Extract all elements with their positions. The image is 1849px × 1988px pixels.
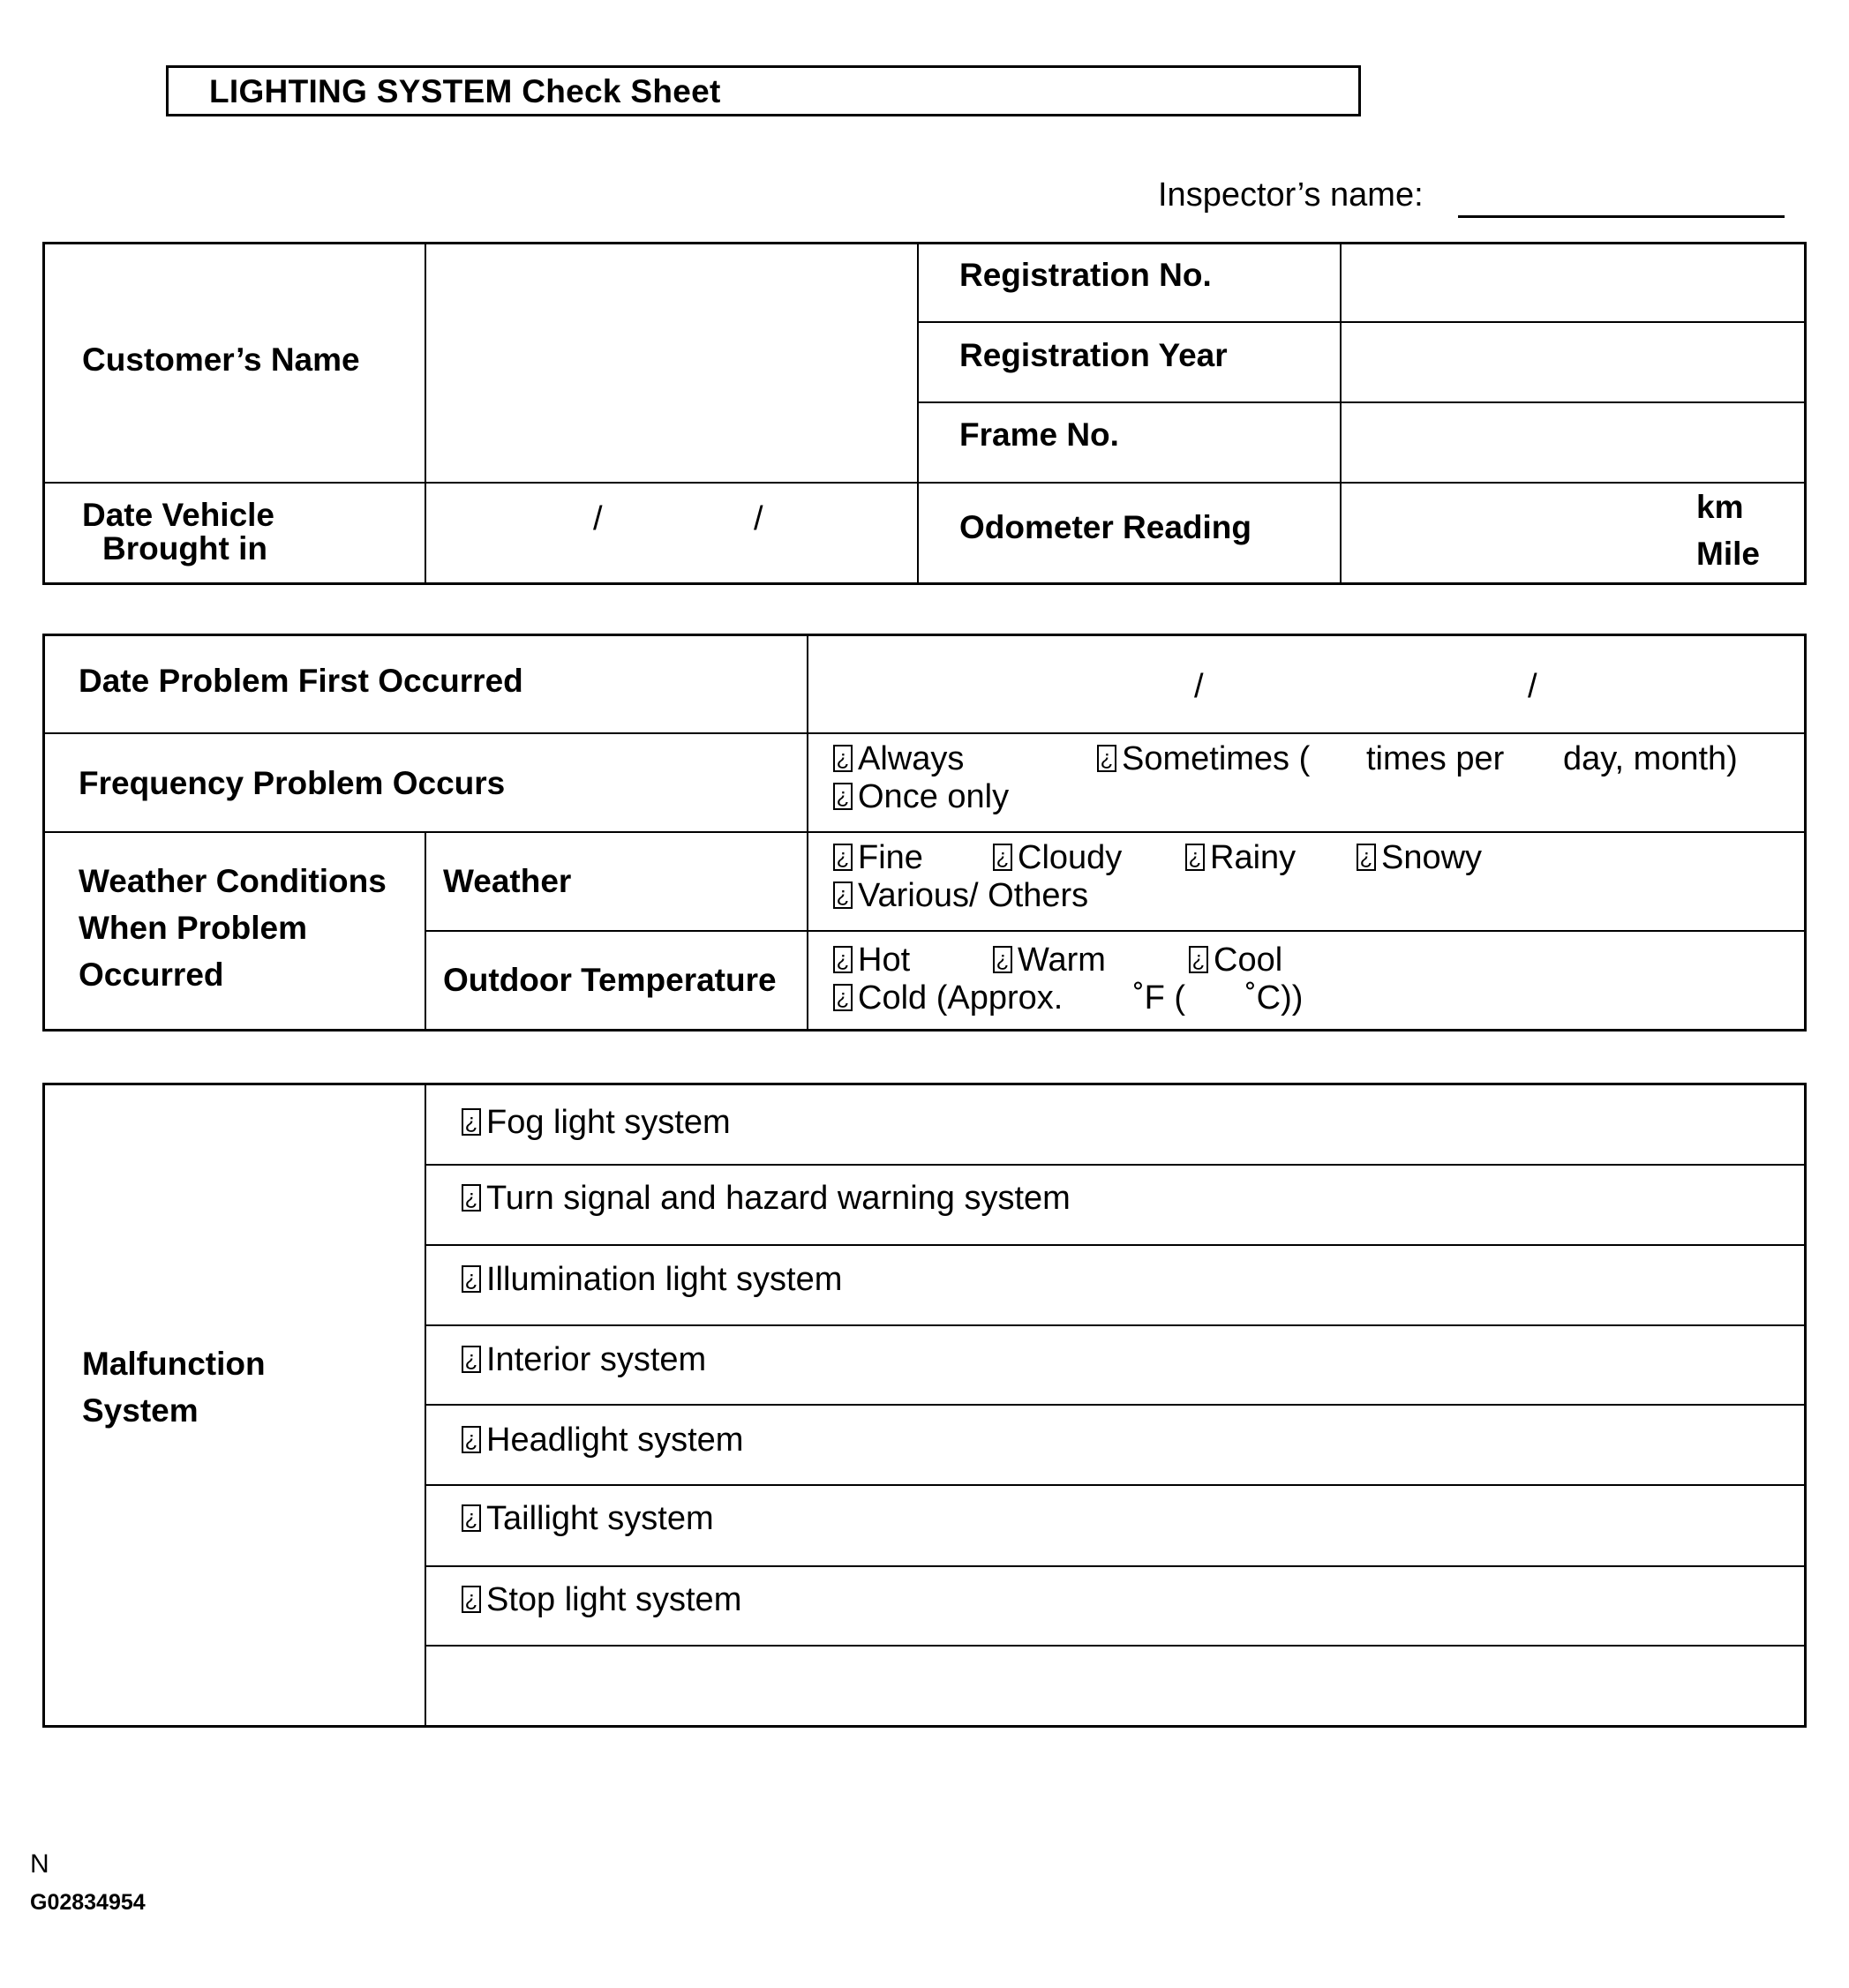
- divider: [425, 1565, 1807, 1567]
- divider: [42, 831, 1807, 833]
- option-label: Interior system: [486, 1341, 707, 1378]
- option-label: Always: [858, 740, 965, 777]
- malfunction-label-line1: Malfunction: [82, 1346, 266, 1382]
- checkbox[interactable]: ¿: [1097, 745, 1116, 772]
- option-label: Fine: [858, 839, 923, 876]
- temperature-deg-c-text: ˚C)): [1245, 979, 1304, 1017]
- unit-km: km: [1696, 489, 1744, 525]
- checkbox[interactable]: ¿: [462, 1184, 481, 1212]
- checkbox[interactable]: ¿: [462, 1265, 481, 1293]
- date-first-occurred-field[interactable]: [809, 636, 1804, 731]
- system-headlight-option[interactable]: [462, 1422, 743, 1459]
- outdoor-temperature-label: Outdoor Temperature: [443, 962, 777, 998]
- frequency-times-per-text: times per: [1366, 740, 1505, 777]
- option-label: Stop light system: [486, 1581, 742, 1618]
- divider: [425, 832, 426, 1032]
- divider: [425, 1324, 1807, 1326]
- frequency-always-option[interactable]: [833, 741, 964, 778]
- checkbox[interactable]: ¿: [993, 844, 1012, 871]
- divider: [425, 242, 426, 585]
- checkbox[interactable]: ¿: [1185, 844, 1205, 871]
- divider: [425, 1645, 1807, 1647]
- option-label: Sometimes (: [1122, 740, 1311, 777]
- figure-id: G02834954: [30, 1890, 146, 1915]
- weather-rainy-option[interactable]: [1185, 840, 1296, 877]
- checkbox[interactable]: ¿: [833, 783, 853, 810]
- system-taillight-option[interactable]: [462, 1501, 714, 1538]
- option-label: Various/ Others: [858, 877, 1089, 914]
- option-label: Cool: [1214, 941, 1283, 979]
- weather-conditions-label-line2: When Problem: [79, 910, 308, 946]
- checkbox[interactable]: ¿: [833, 984, 853, 1011]
- inspector-name-label: Inspector’s name:: [1158, 176, 1424, 214]
- option-label: Fog light system: [486, 1104, 731, 1141]
- divider: [42, 482, 1807, 484]
- date-first-occurred-label: Date Problem First Occurred: [79, 663, 523, 699]
- registration-year-label: Registration Year: [959, 337, 1228, 373]
- divider: [425, 1484, 1807, 1486]
- checkbox[interactable]: ¿: [1357, 844, 1376, 871]
- frequency-label: Frequency Problem Occurs: [79, 765, 506, 801]
- checkbox[interactable]: ¿: [833, 881, 853, 909]
- checkbox[interactable]: ¿: [833, 946, 853, 973]
- option-label: Warm: [1018, 941, 1106, 979]
- divider: [917, 242, 919, 585]
- frequency-sometimes-option[interactable]: [1097, 741, 1310, 778]
- inspector-name-field[interactable]: [1458, 215, 1785, 218]
- weather-conditions-label-line3: Occurred: [79, 956, 224, 993]
- malfunction-label-line2: System: [82, 1392, 199, 1429]
- date-separator: /: [1528, 668, 1537, 705]
- weather-fine-option[interactable]: [833, 840, 923, 877]
- checkbox[interactable]: ¿: [1189, 946, 1208, 973]
- temperature-hot-option[interactable]: [833, 942, 910, 979]
- registration-no-label: Registration No.: [959, 257, 1212, 293]
- customer-name-label: Customer’s Name: [82, 341, 360, 378]
- option-label: Rainy: [1210, 839, 1297, 876]
- weather-cloudy-option[interactable]: [993, 840, 1122, 877]
- system-illumination-option[interactable]: [462, 1262, 842, 1299]
- odometer-label: Odometer Reading: [959, 509, 1251, 545]
- option-label: Headlight system: [486, 1422, 744, 1459]
- checkbox[interactable]: ¿: [833, 844, 853, 871]
- checkbox[interactable]: ¿: [993, 946, 1012, 973]
- frequency-once-only-option[interactable]: [833, 779, 1009, 816]
- option-label: Once only: [858, 778, 1010, 815]
- divider: [42, 732, 1807, 734]
- date-brought-label-line2: Brought in: [102, 530, 268, 566]
- weather-conditions-label-line1: Weather Conditions: [79, 863, 387, 899]
- option-label: Cold (Approx.: [858, 979, 1064, 1017]
- weather-snowy-option[interactable]: [1357, 840, 1482, 877]
- checkbox[interactable]: ¿: [833, 745, 853, 772]
- customer-name-field[interactable]: [427, 244, 915, 480]
- checkbox[interactable]: ¿: [462, 1346, 481, 1373]
- footer-n: N: [30, 1849, 49, 1879]
- date-separator: /: [1194, 668, 1204, 705]
- weather-various-option[interactable]: [833, 878, 1088, 915]
- frame-no-field[interactable]: [1342, 404, 1804, 480]
- frame-no-label: Frame No.: [959, 416, 1119, 453]
- option-label: Hot: [858, 941, 911, 979]
- divider: [425, 1164, 1807, 1166]
- option-label: Illumination light system: [486, 1261, 843, 1298]
- divider: [917, 401, 1807, 403]
- system-turn-signal-option[interactable]: [462, 1181, 1071, 1218]
- temperature-deg-f-text: ˚F (: [1133, 979, 1186, 1017]
- page-title: LIGHTING SYSTEM Check Sheet: [209, 73, 721, 109]
- date-brought-label-line1: Date Vehicle: [82, 497, 275, 533]
- option-label: Turn signal and hazard warning system: [486, 1180, 1071, 1217]
- date-separator: /: [593, 500, 603, 537]
- registration-no-field[interactable]: [1342, 244, 1804, 320]
- frequency-day-month-text: day, month): [1563, 740, 1738, 777]
- date-separator: /: [754, 500, 763, 537]
- divider: [1340, 242, 1342, 585]
- option-label: Cloudy: [1018, 839, 1123, 876]
- system-stop-light-option[interactable]: [462, 1582, 741, 1619]
- divider: [425, 930, 1807, 932]
- title-box: [166, 65, 1361, 116]
- weather-label: Weather: [443, 863, 572, 899]
- temperature-cold-option[interactable]: [833, 980, 1063, 1017]
- checkbox[interactable]: ¿: [462, 1504, 481, 1532]
- option-label: Taillight system: [486, 1500, 714, 1537]
- divider: [425, 1404, 1807, 1406]
- temperature-warm-option[interactable]: [993, 942, 1106, 979]
- checkbox[interactable]: ¿: [462, 1586, 481, 1613]
- unit-mile: Mile: [1696, 536, 1760, 572]
- option-label: Snowy: [1381, 839, 1483, 876]
- registration-year-field[interactable]: [1342, 324, 1804, 400]
- date-brought-field[interactable]: [427, 484, 915, 582]
- checkbox[interactable]: ¿: [462, 1108, 481, 1136]
- checkbox[interactable]: ¿: [462, 1426, 481, 1453]
- system-blank-row[interactable]: [427, 1647, 1804, 1725]
- divider: [917, 321, 1807, 323]
- divider: [425, 1244, 1807, 1246]
- system-interior-option[interactable]: [462, 1342, 706, 1379]
- temperature-cool-option[interactable]: [1189, 942, 1282, 979]
- system-fog-light-option[interactable]: [462, 1105, 731, 1142]
